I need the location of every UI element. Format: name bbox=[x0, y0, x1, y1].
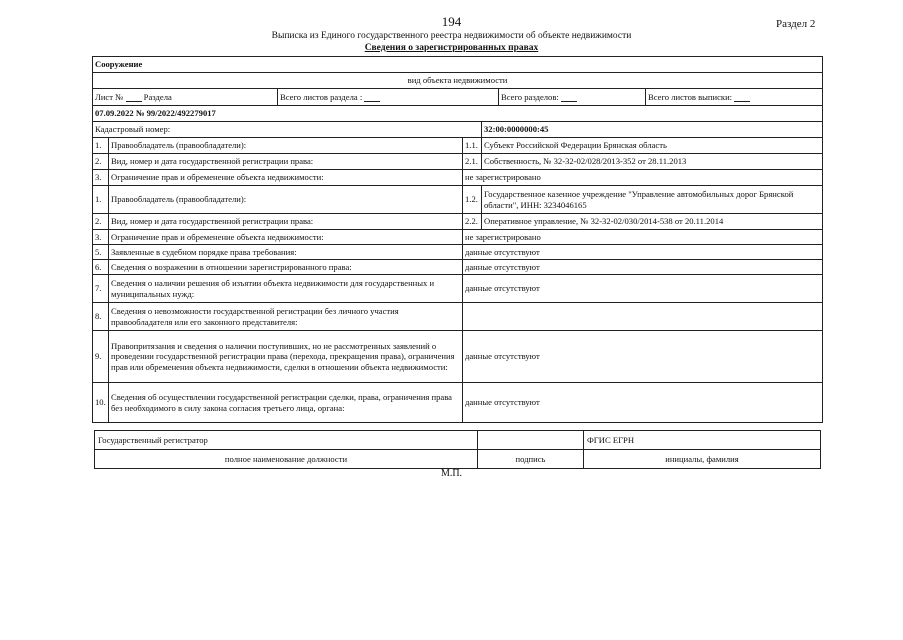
row-label: Сведения о возражении в отношении зарегистрированного права: bbox=[109, 260, 463, 275]
row-label: Ограничение прав и обременение объекта недвижимости: bbox=[109, 230, 463, 245]
row-value: данные отсутствуют bbox=[463, 245, 823, 260]
row-label: Правопритязания и сведения о наличии поступивших, но не рассмотренных заявлений о проведении государственной регистрации права (перехода, прекращения права), ограничения прав или обременения объекта недвижимости, сделки в отношении объекта недвижимости: bbox=[109, 331, 463, 383]
cadastral-label: Кадастровый номер: bbox=[93, 122, 482, 138]
document-title: Выписка из Единого государственного реестра недвижимости об объекте недвижимости bbox=[271, 31, 632, 41]
table-row bbox=[93, 154, 823, 170]
row-label: Вид, номер и дата государственной регистрации права: bbox=[109, 154, 463, 170]
row-value: Собственность, № 32-32-02/028/2013-352 от 28.11.2013 bbox=[482, 154, 823, 170]
row-label: Ограничение прав и обременение объекта недвижимости: bbox=[109, 170, 463, 186]
table-row bbox=[93, 186, 823, 214]
section-word: Раздела bbox=[143, 91, 172, 102]
signature-caption: подпись bbox=[478, 450, 584, 469]
object-type: Сооружение bbox=[93, 57, 823, 73]
sheet-info-row bbox=[93, 89, 823, 106]
row-subnumber: 2.1. bbox=[463, 154, 482, 170]
row-number: 1. bbox=[93, 138, 109, 154]
date-number: 07.09.2022 № 99/2022/492279017 bbox=[93, 106, 823, 122]
row-value: данные отсутствуют bbox=[463, 331, 823, 383]
sheet-label: Лист № bbox=[95, 91, 124, 102]
section-label: Раздел 2 bbox=[776, 18, 816, 30]
row-label: Сведения о невозможности государственной регистрации без личного участия правообладателя или его законного представителя: bbox=[109, 303, 463, 331]
row-number: 3. bbox=[93, 230, 109, 245]
registrar-name: ФГИС ЕГРН bbox=[584, 431, 821, 450]
table-row bbox=[93, 383, 823, 423]
row-label: Сведения об осуществлении государственной регистрации сделки, права, ограничения права без необходимого в силу закона согласия третьего лица, органа: bbox=[109, 383, 463, 423]
page-number: 194 bbox=[441, 14, 462, 29]
position-caption: полное наименование должности bbox=[95, 450, 478, 469]
rights-table bbox=[92, 56, 823, 423]
table-row bbox=[93, 214, 823, 230]
table-row bbox=[93, 275, 823, 303]
row-value: Субъект Российской Федерации Брянская область bbox=[482, 138, 823, 154]
document-subtitle: Сведения о зарегистрированных правах bbox=[364, 43, 539, 53]
row-label: Правообладатель (правообладатели): bbox=[109, 138, 463, 154]
row-number: 9. bbox=[93, 331, 109, 383]
row-value: не зарегистрировано bbox=[463, 230, 823, 245]
row-number: 7. bbox=[93, 275, 109, 303]
registrar-position: Государственный регистратор bbox=[95, 431, 478, 450]
row-subnumber: 1.2. bbox=[463, 186, 482, 214]
row-label: Вид, номер и дата государственной регистрации права: bbox=[109, 214, 463, 230]
row-value: данные отсутствуют bbox=[463, 260, 823, 275]
signature-table bbox=[94, 430, 821, 469]
total-sections: Всего разделов: bbox=[501, 91, 559, 102]
row-value: данные отсутствуют bbox=[463, 275, 823, 303]
signature-field bbox=[478, 431, 584, 450]
table-row bbox=[93, 260, 823, 275]
row-subnumber: 2.2. bbox=[463, 214, 482, 230]
total-sheets-section: Всего листов раздела : bbox=[280, 91, 363, 102]
row-number: 5. bbox=[93, 245, 109, 260]
row-number: 10. bbox=[93, 383, 109, 423]
row-label: Сведения о наличии решения об изъятии объекта недвижимости для государственных и муниципальных нужд: bbox=[109, 275, 463, 303]
row-number: 8. bbox=[93, 303, 109, 331]
row-value bbox=[463, 303, 823, 331]
row-number: 6. bbox=[93, 260, 109, 275]
row-label: Заявленные в судебном порядке права требования: bbox=[109, 245, 463, 260]
table-row bbox=[93, 230, 823, 245]
row-number: 2. bbox=[93, 214, 109, 230]
table-row bbox=[93, 170, 823, 186]
row-value: не зарегистрировано bbox=[463, 170, 823, 186]
row-label: Правообладатель (правообладатели): bbox=[109, 186, 463, 214]
name-caption: инициалы, фамилия bbox=[584, 450, 821, 469]
row-value: Оперативное управление, № 32-32-02/030/2014-538 от 20.11.2014 bbox=[482, 214, 823, 230]
table-row bbox=[93, 331, 823, 383]
total-sheets-extract: Всего листов выписки: bbox=[648, 91, 733, 102]
table-row bbox=[93, 138, 823, 154]
stamp-place: М.П. bbox=[440, 468, 463, 479]
row-number: 1. bbox=[93, 186, 109, 214]
row-subnumber: 1.1. bbox=[463, 138, 482, 154]
row-number: 3. bbox=[93, 170, 109, 186]
row-value: Государственное казенное учреждение "Управление автомобильных дорог Брянской области", ИНН: 3234046165 bbox=[482, 186, 823, 214]
object-type-caption: вид объекта недвижимости bbox=[93, 73, 823, 89]
row-value: данные отсутствуют bbox=[463, 383, 823, 423]
table-row bbox=[93, 245, 823, 260]
table-row bbox=[93, 303, 823, 331]
cadastral-number: 32:00:0000000:45 bbox=[482, 122, 823, 138]
row-number: 2. bbox=[93, 154, 109, 170]
